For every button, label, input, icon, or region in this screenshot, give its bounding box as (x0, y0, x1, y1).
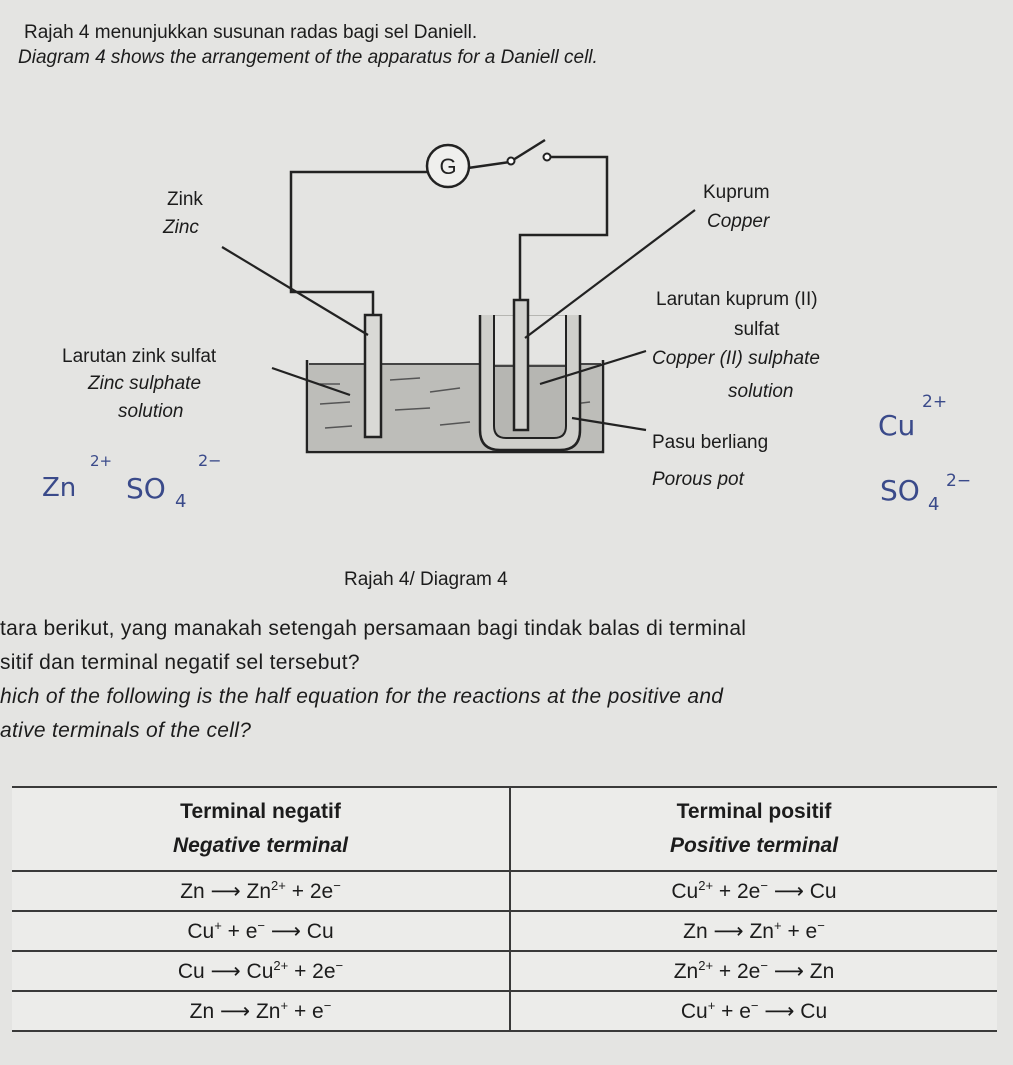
table-row (12, 991, 997, 1031)
label-porous-pot-malay: Pasu berliang (652, 432, 769, 453)
header-negative-terminal (12, 787, 510, 871)
species: Zn (749, 920, 774, 943)
species: Zn (683, 920, 708, 943)
species: + e (293, 1000, 324, 1023)
arrow: ⟶ (220, 1000, 251, 1023)
label-copper-solution-english-2: solution (728, 381, 794, 402)
species: Zn (180, 880, 205, 903)
arrow: ⟶ (773, 960, 804, 983)
hand-so4-left-charge: 2− (198, 451, 222, 470)
positive-equation (510, 871, 997, 911)
table-header-row (12, 787, 997, 871)
charge: 2+ (698, 878, 714, 893)
charge: + (214, 918, 222, 933)
galvanometer-label: G (439, 154, 457, 179)
species: Cu (177, 960, 205, 983)
label-copper-solution-malay-2: sulfat (734, 319, 780, 340)
hand-so4-right-sub: 4 (928, 494, 940, 515)
arrow: ⟶ (270, 920, 301, 943)
hand-zn: Zn (42, 473, 77, 503)
arrow: ⟶ (210, 880, 241, 903)
label-zinc-solution-malay: Larutan zink sulfat (62, 346, 217, 367)
label-copper-solution-english-1: Copper (II) sulphate (652, 348, 820, 369)
header-positive-terminal (510, 787, 997, 871)
species: Cu (671, 880, 699, 903)
hand-so4-right: SO (880, 474, 920, 507)
label-zinc-malay: Zink (167, 189, 203, 210)
arrow: ⟶ (713, 920, 744, 943)
hand-cu: Cu (878, 409, 916, 442)
species: + 2e (718, 960, 761, 983)
species: Cu (809, 880, 837, 903)
negative-equation (12, 951, 510, 991)
species: + e (227, 920, 258, 943)
table-row (12, 911, 997, 951)
species: Cu (306, 920, 334, 943)
question-english-line-2: ative terminals of the cell? (0, 719, 252, 742)
question-malay-line-1: tara berikut, yang manakah setengah persamaan bagi tindak balas di terminal (0, 617, 747, 640)
table-row (12, 871, 997, 911)
species: Cu (680, 1000, 708, 1023)
hand-so4-right-charge: 2− (946, 471, 972, 491)
charge: − (335, 958, 344, 973)
hand-cu-charge: 2+ (922, 392, 948, 412)
charge: − (257, 918, 265, 933)
species: + 2e (294, 960, 336, 983)
question-malay-line-2: sitif dan terminal negatif sel tersebut? (0, 651, 360, 674)
diagram-caption: Rajah 4/ Diagram 4 (344, 569, 508, 590)
species: + e (787, 920, 818, 943)
header-negative-malay: Terminal negatif (180, 800, 341, 823)
positive-equation (510, 911, 997, 951)
species: Zn (189, 1000, 215, 1023)
switch-contact (544, 154, 551, 161)
hand-zn-charge: 2+ (90, 452, 113, 470)
arrow: ⟶ (773, 880, 804, 903)
header-positive-malay: Terminal positif (676, 800, 832, 823)
header-negative-english: Negative terminal (172, 834, 349, 857)
label-copper-solution-malay-1: Larutan kuprum (II) (656, 289, 818, 310)
question-english-line-1: hich of the following is the half equation for the reactions at the positive and (0, 685, 724, 708)
answer-options-table (12, 786, 997, 1032)
charge: − (817, 918, 825, 933)
species: + 2e (718, 880, 761, 903)
arrow: ⟶ (210, 960, 241, 983)
species: Cu (800, 1000, 828, 1023)
species: + e (721, 1000, 751, 1023)
label-zinc-solution-english-1: Zinc sulphate (88, 373, 202, 394)
species: Cu (246, 960, 274, 983)
label-copper-malay: Kuprum (703, 182, 770, 203)
charge: + (707, 998, 716, 1013)
zinc-electrode (365, 315, 381, 437)
charge: 2+ (698, 958, 714, 973)
species: Cu (187, 920, 215, 943)
species: Zn (246, 880, 272, 903)
charge: 2+ (273, 958, 289, 973)
switch-contact (508, 158, 515, 165)
intro-malay: Rajah 4 menunjukkan susunan radas bagi sel Daniell. (24, 22, 478, 43)
positive-equation (510, 991, 997, 1031)
label-copper-english: Copper (707, 211, 770, 232)
charge: − (323, 998, 332, 1013)
arrow: ⟶ (764, 1000, 795, 1023)
charge: + (774, 918, 782, 933)
charge: − (333, 878, 341, 893)
negative-equation (12, 911, 510, 951)
species: Zn (255, 1000, 281, 1023)
charge: + (280, 998, 289, 1013)
charge: 2+ (271, 878, 286, 893)
hand-so4-left: SO (126, 472, 166, 505)
charge: − (760, 958, 768, 973)
positive-equation (510, 951, 997, 991)
species: + 2e (291, 880, 334, 903)
negative-equation (12, 871, 510, 911)
species: Zn (673, 960, 699, 983)
intro-english: Diagram 4 shows the arrangement of the apparatus for a Daniell cell. (18, 47, 598, 68)
galvanometer (427, 145, 469, 187)
charge: − (760, 878, 768, 893)
charge: − (750, 998, 759, 1013)
hand-so4-left-sub: 4 (175, 491, 187, 512)
species: Zn (809, 960, 835, 983)
label-porous-pot-english: Porous pot (652, 469, 744, 490)
label-zinc-solution-english-2: solution (118, 401, 184, 422)
negative-equation (12, 991, 510, 1031)
table-row (12, 951, 997, 991)
label-zinc-english: Zinc (163, 217, 199, 238)
copper-electrode (514, 300, 528, 430)
header-positive-english: Positive terminal (669, 834, 839, 857)
